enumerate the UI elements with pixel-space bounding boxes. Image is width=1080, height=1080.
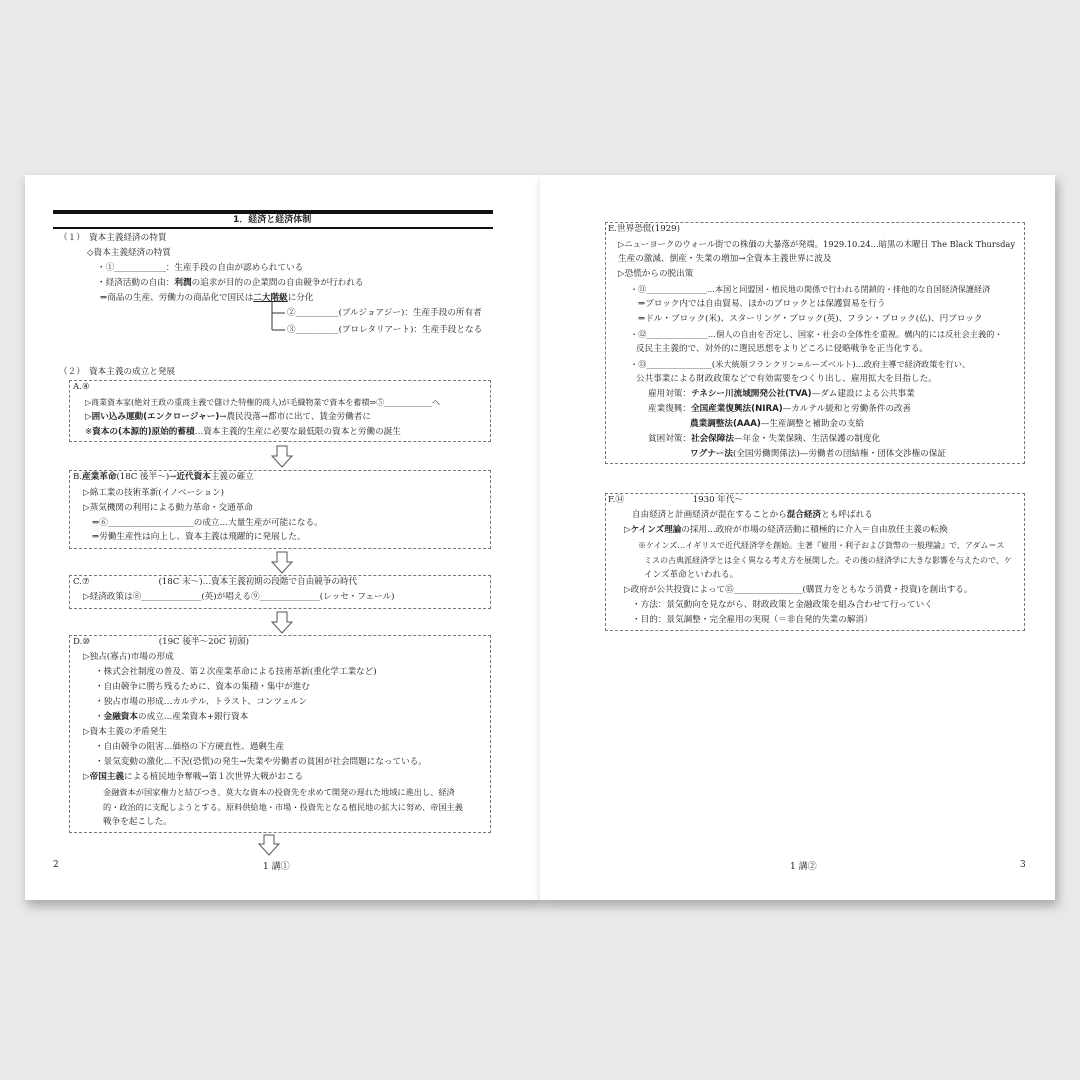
box-f-line4: ミスの古典派経済学とは全く異なる考え方を展開した。その後の経済学に大きな影響を与えたので、ケ [644, 556, 1012, 565]
down-arrow-icon [271, 445, 293, 469]
down-arrow-icon [271, 611, 293, 635]
box-c-label: C.⑦ (18C 末〜)…資本主義初期の段階で自由競争の時代 [73, 577, 358, 587]
box-e-line8: 反民主主義的で、対外的に選民思想をよりどころに侵略戦争を正当化する。 [636, 344, 929, 354]
page-number: 2 [53, 860, 59, 870]
box-b-line4: ⇒労働生産性は向上し、資本主義は飛躍的に発展した。 [92, 532, 306, 542]
box-b-line1: ▷綿工業の技術革新(イノベーション) [83, 488, 225, 498]
box-a-line1: ▷商業資本家(絶対王政の重商主義で儲けた特権的商人)が毛織物業で資本を蓄積⇒⑤____________へ [85, 398, 441, 407]
page-footer: 1 講① [263, 862, 290, 872]
box-b-label: B.産業革命(18C 後半〜)→近代資本主義の確立 [73, 472, 254, 482]
box-f-line7: ・方法：景気動向を見ながら、財政政策と金融政策を組み合わせて行っていく [632, 600, 933, 610]
s1-line5: ③__________(プロレタリアート)：生産手段となる [287, 325, 483, 335]
box-f-label: F.⑭ 1930 年代〜 [608, 495, 744, 505]
box-e-line11: 雇用対策：テネシー川流域開発公社(TVA)—ダム建設による公共事業 [648, 389, 915, 399]
box-c-line1: ▷経済政策は⑧______________(英)が唱える⑨______________(レッセ・フェール) [83, 592, 395, 602]
box-e-line3: ▷恐慌からの脱出策 [618, 269, 694, 279]
box-e-label: E.世界恐慌(1929) [608, 224, 680, 234]
box-b-line2: ▷蒸気機関の利用による動力革命・交通革命 [83, 503, 253, 513]
box-e-line14: 貧困対策：社会保障法—年金・失業保険、生活保護の制度化 [648, 434, 881, 444]
right-page [540, 175, 1055, 900]
s2-heading: （２） 資本主義の成立と発展 [59, 367, 176, 377]
page-footer: 1 講② [790, 862, 817, 872]
title-rule-bottom [53, 227, 493, 229]
s1-line3: ⇒商品の生産、労働力の商品化で国民は二大階級に分化 [100, 293, 314, 303]
section-title: 1．経済と経済体制 [233, 215, 312, 225]
box-e-line4: ・⑪_______________…本国と同盟国・植民地の関係で行われる閉鎖的・排他的な自国経済保護経済 [630, 284, 991, 294]
down-arrow-icon [271, 551, 293, 575]
box-e-line13: 農業調整法(AAA)—生産調整と補助金の支給 [690, 419, 864, 429]
s1-line2: ・経済活動の自由：利潤の追求が目的の企業間の自由競争が行われる [97, 278, 364, 288]
box-e-line15: ワグナー法(全国労働関係法)—労働者の団結権・団体交渉権の保証 [690, 449, 946, 459]
box-d-line10: 金融資本が国家権力と結びつき、莫大な資本の投資先を求めて開発の遅れた地域に進出し、経済 [103, 787, 455, 797]
box-f-line8: ・目的：景気調整・完全雇用の実現（＝非自発的失業の解消） [632, 615, 873, 625]
bracket-lines [271, 301, 287, 337]
box-d-line5: ・金融資本の成立…産業資本+銀行資本 [95, 712, 249, 722]
s1-heading: （１） 資本主義経済の特質 [59, 233, 167, 243]
box-a-line3: ※資本の(本源的)原始的蓄積…資本主義的生産に必要な最低限の資本と労働の誕生 [85, 427, 401, 437]
box-d-line9: ▷帝国主義による植民地争奪戦→第１次世界大戦がおこる [83, 772, 304, 782]
box-e-line9: ・⑬________________(米大統領フランクリン=ルーズベルト)…政府主導で経済政策を行い、 [630, 359, 971, 369]
title-rule-top [53, 210, 493, 214]
box-f-line5: インズ革命といわれる。 [644, 570, 739, 580]
box-d-line8: ・景気変動の激化…不況(恐慌)の発生→失業や労働者の貧困が社会問題になっている。 [95, 757, 427, 767]
box-e-line7: ・⑫_______________…個人の自由を否定し、国家・社会の全体性を重視。構内的には反社会主義的・ [630, 329, 1003, 339]
s1-sub: ◇資本主義経済の特質 [87, 248, 171, 258]
box-a-line2: ▷囲い込み運動(エンクロージャー)→農民没落→都市に出て、賃金労働者に [85, 412, 371, 422]
box-d-line3: ・自由競争に勝ち残るために、資本の集積・集中が進む [95, 682, 310, 692]
s1-line4: ②__________(ブルジョアジー)：生産手段の所有者 [287, 308, 482, 318]
box-d-line6: ▷資本主義の矛盾発生 [83, 727, 167, 737]
box-f-line1: 自由経済と計画経済が混在することから混合経済とも呼ばれる [632, 510, 873, 520]
box-d-line2: ・株式会社制度の普及、第２次産業革命による技術革新(重化学工業など) [95, 667, 377, 677]
box-f-line6: ▷政府が公共投資によって⑮________________(購買力をともなう消費・投資)を創出する。 [624, 585, 973, 595]
box-f-line3: ※ケインズ…イギリスで近代経済学を創始。主著『雇用・利子および貨幣の一般理論』で、アダム＝ス [638, 541, 1005, 550]
box-e-line5: ⇒ブロック内では自由貿易、ほかのブロックとは保護貿易を行う [638, 299, 886, 309]
box-e-line10: 公共事業による財政政策などで有効需要をつくり出し、雇用拡大を目指した。 [636, 374, 937, 384]
box-b-line3: ⇒⑥____________________の成立…大量生産が可能になる。 [92, 518, 323, 528]
left-page [25, 175, 540, 900]
box-d-line12: 戦争を起こした。 [103, 817, 172, 827]
page-number: 3 [1020, 860, 1026, 870]
box-e-line12: 産業復興：全国産業復興法(NIRA)—カルテル緩和と労働条件の改善 [648, 404, 912, 414]
s1-line1: ・①____________：生産手段の自由が認められている [97, 263, 304, 273]
box-f-line2: ▷ケインズ理論の採用…政府が市場の経済活動に積極的に介入＝自由放任主義の転換 [624, 525, 948, 535]
box-d-line11: 的・政治的に支配しようとする。原料供給地・市場・投資先となる植民地の拡大に努め、帝国主義 [103, 802, 463, 812]
box-e-line1: ▷ニューヨークのウォール街での株価の大暴落が発端。1929.10.24…暗黒の木曜日 The Black Thursday [618, 239, 1016, 249]
box-a-label: A.④ [73, 382, 90, 392]
box-d-label: D.⑩ (19C 後半〜20C 初頭) [73, 637, 249, 647]
down-arrow-icon [258, 834, 280, 856]
box-d-line1: ▷独占(寡占)市場の形成 [83, 652, 174, 662]
box-e-line6: ⇒ドル・ブロック(米)、スターリング・ブロック(英)、フラン・ブロック(仏)、円ブロック [638, 314, 983, 324]
box-e-line2: 生産の激減、倒産・失業の増加→全資本主義世界に波及 [618, 254, 832, 264]
box-d-line4: ・独占市場の形成…カルテル、トラスト、コンツェルン [95, 697, 308, 707]
box-d-line7: ・自由競争の阻害…価格の下方硬直性、過剰生産 [95, 742, 285, 752]
